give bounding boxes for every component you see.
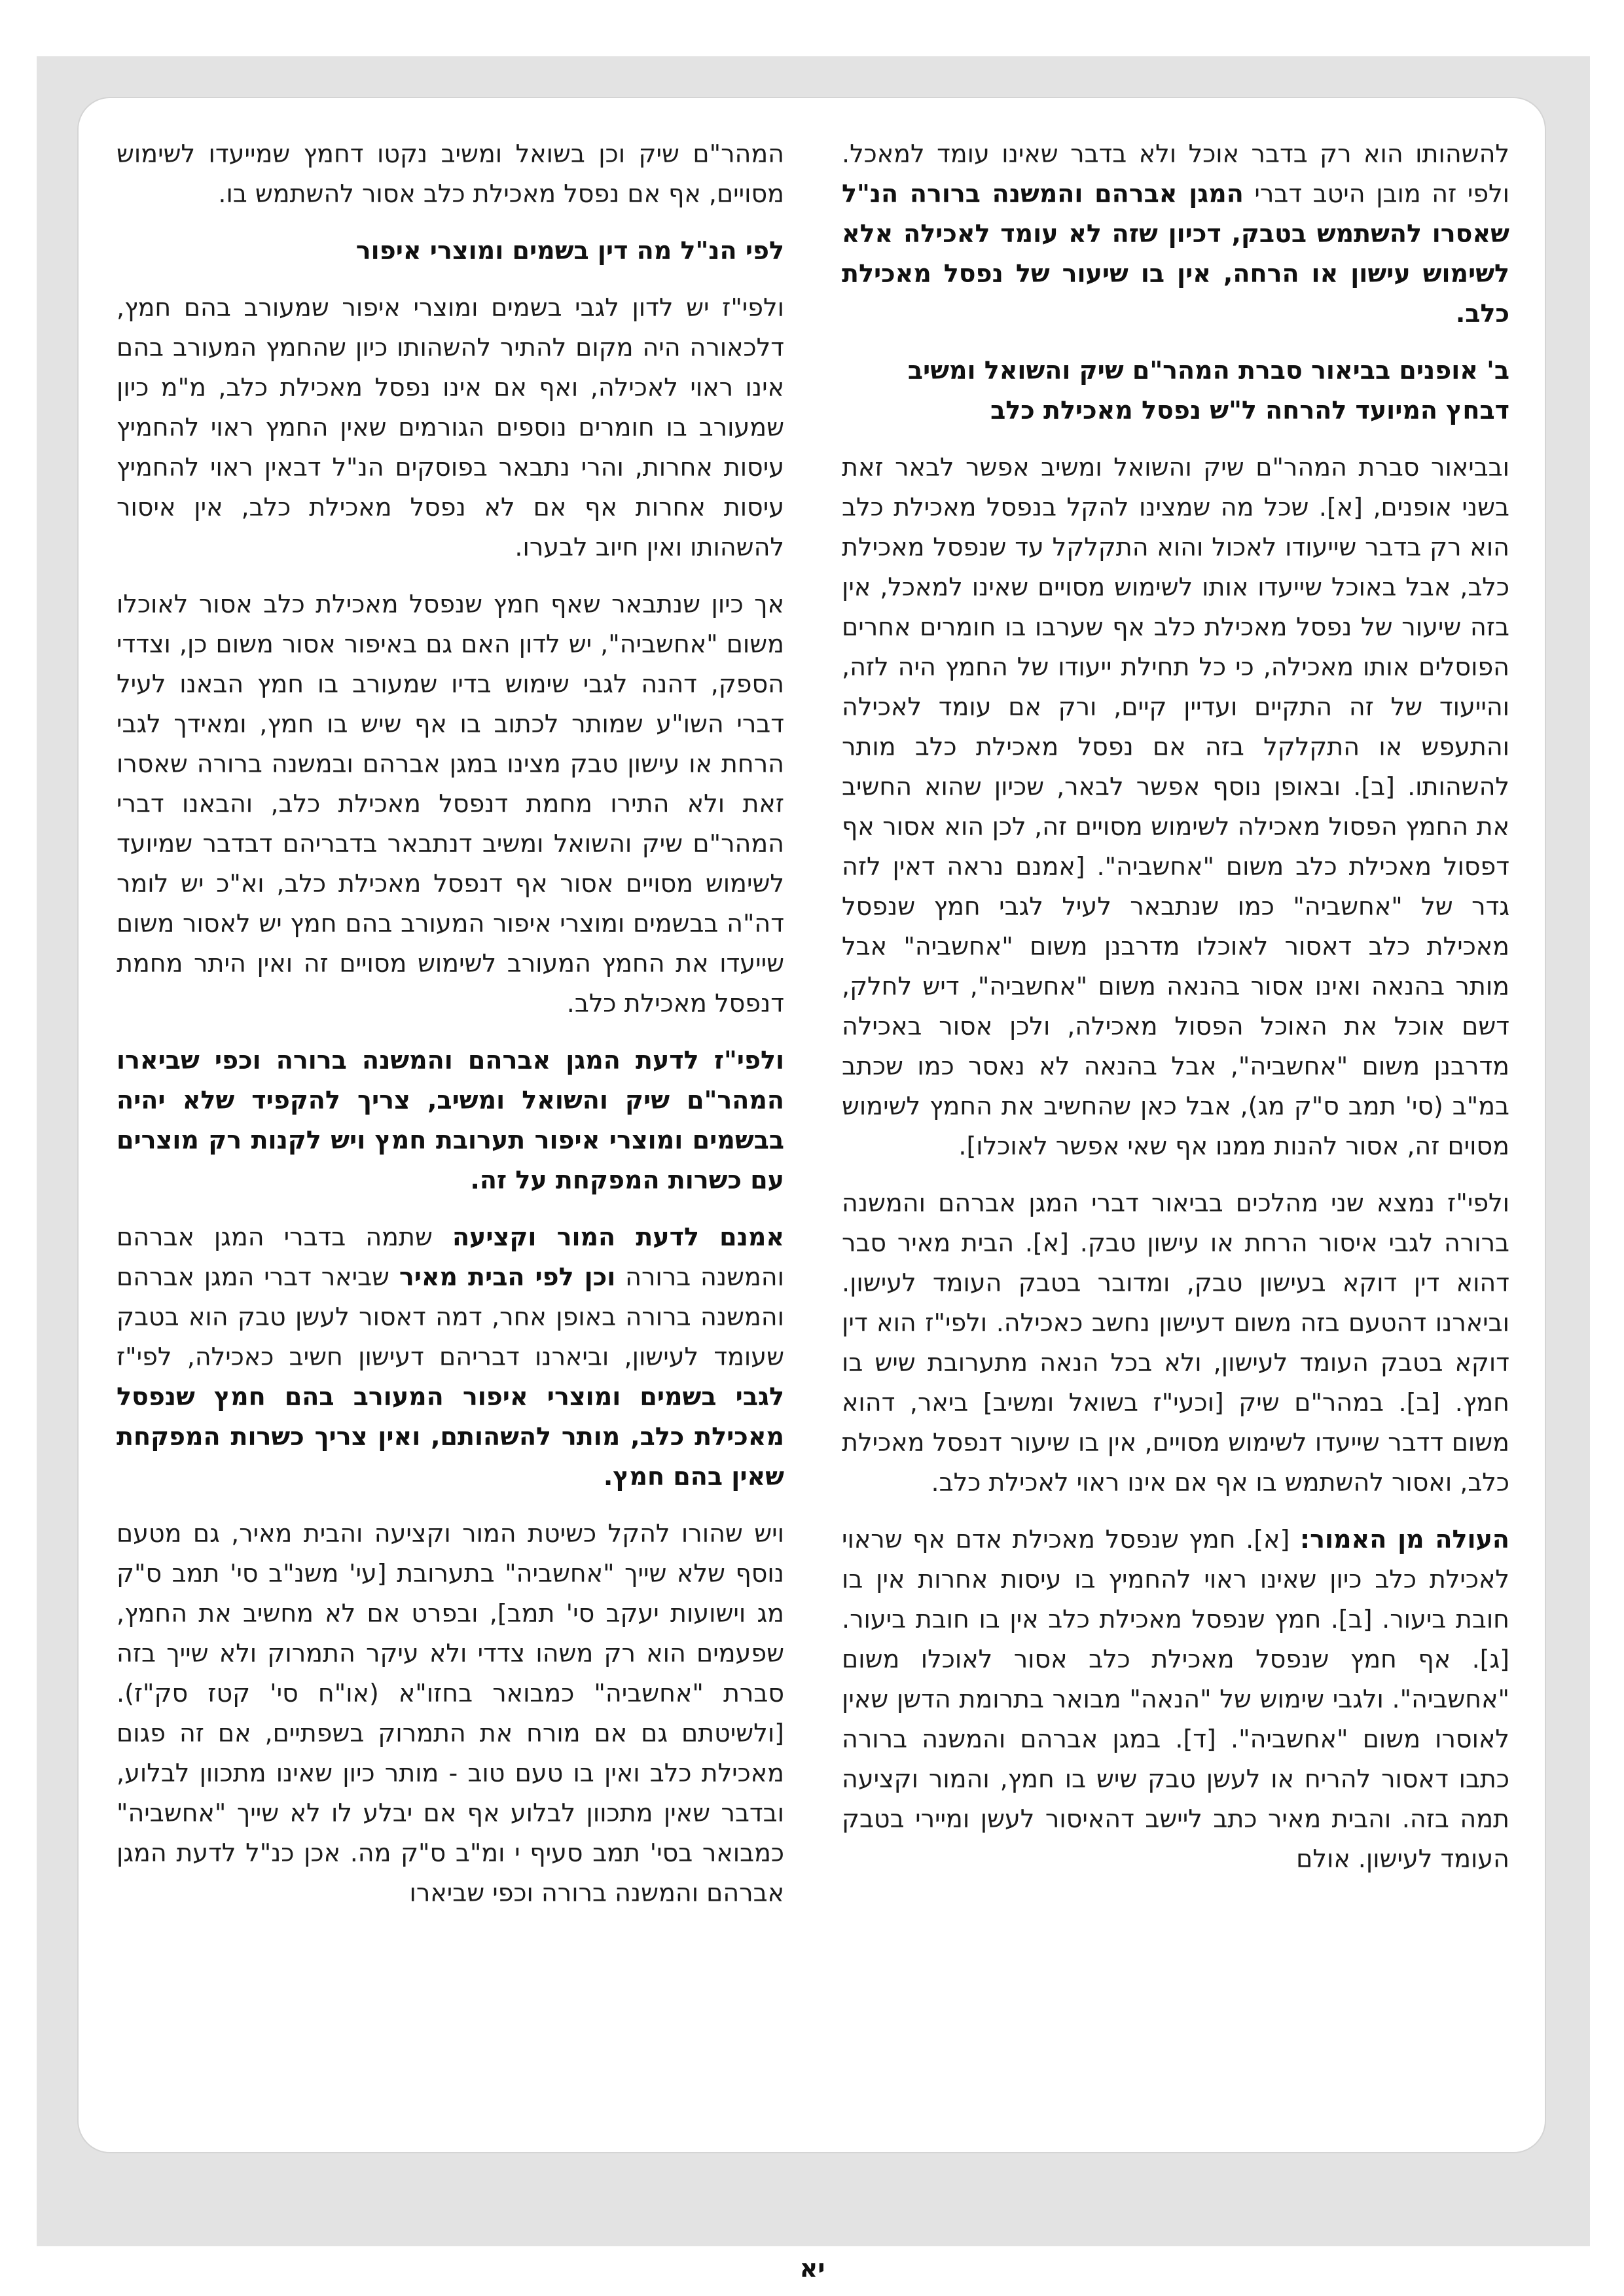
paragraph: להשהותו הוא רק בדבר אוכל ולא בדבר שאינו עומד למאכל. ולפי זה מובן היטב דברי המגן אברהם והמשנה ברורה הנ"ל שאסרו להשתמש בטבק, דכיון שזה לא עומד לאכילה אלא לשימוש עישון או הרחה, אין בו שיעור של נפסל מאכילת כלב. — [842, 139, 1509, 328]
paragraph: ולפי"ז נמצא שני מהלכים בביאור דברי המגן אברהם והמשנה ברורה לגבי איסור הרחת או עישון טבק. [א]. הבית מאיר סבר דהוא דין דוקא בעישון טבק, ומדובר בטבק העומד לעישון. וביארנו דהטעם בזה משום דעישון נחשב כאכילה. ולפי"ז הוא דין דוקא בטבק העומד לעישון, ולא בכל הנאה מתערובת שיש בו חמץ. [ב]. במהר"ם שיק [וכעי"ז בשואל ומשיב] ביאר, דהוא משום דדבר שייעדו לשימוש מסויים, אין בו שיעור דנפסל מאכילת כלב, ואסור להשתמש בו אף אם אינו ראוי לאכילת כלב. — [842, 1189, 1509, 1497]
page-number: יא — [799, 2254, 825, 2283]
right-column — [842, 134, 1509, 2124]
paragraph: ולפי"ז יש לדון לגבי בשמים ומוצרי איפור שמעורב בהם חמץ, דלכאורה היה מקום להתיר להשהותו כיון שהחמץ המעורב בהם אינו ראוי לאכילה, ואף אם אינו נפסל מאכילת כלב, מ"מ כיון שמעורב בו חומרים נוספים הגורמים שאין החמץ ראוי להחמיץ עיסות אחרות, והרי נתבאר בפוסקים הנ"ל דבאין ראוי להחמיץ עיסות אחרות אף אם לא נפסל מאכילת כלב, אין איסור להשהותו ואין חיוב לבערו. — [117, 293, 784, 562]
section-heading: לפי הנ"ל מה דין בשמים ומוצרי איפור — [355, 236, 784, 265]
paragraph: ובביאור סברת המהר"ם שיק והשואל ומשיב אפשר לבאר זאת בשני אופנים, [א]. שכל מה שמצינו להקל בנפסל מאכילת כלב הוא רק בדבר שייעודו לאכול והוא התקלקל עד שנפסל מאכילת כלב, אבל באוכל שייעדו אותו לשימוש מסויים שאינו למאכל, אין בזה שיעור של נפסל מאכילת כלב אף שערבו בו חומרים אחרים הפוסלים אותו מאכילה, כי כל תחילת ייעודו של החמץ היה לזה, והייעוד של זה התקיים ועדיין קיים, ורק אם עומד לאכילה והתעפש או התקלקל בזה אם נפסל מאכילת כלב מותר להשהותו. [ב]. ובאופן נוסף אפשר לבאר, שכיון שהוא החשיב את החמץ הפסול מאכילה לשימוש מסויים זה, לכן הוא אסור אף דפסול מאכילת כלב משום "אחשביה". [אמנם נראה דאין לזה גדר של "אחשביה" כמו שנתבאר לעיל לגבי חמץ שנפסל מאכילת כלב דאסור לאוכלו מדרבנן משום "אחשביה" אבל מותר בהנאה ואינו אסור בהנאה משום "אחשביה", דיש לחלק, דשם אוכל את האוכל הפסול מאכילה, ולכן אסור באכילה מדרבנן משום "אחשביה", אבל בהנאה לא נאסר כמו שכתב במ"ב (סי' תמב ס"ק מג), אבל כאן שהחשיב את החמץ לשימוש מסוים זה, אסור להנות ממנו אף שאי אפשר לאוכלו]. — [842, 453, 1509, 1160]
paragraph: ויש שהורו להקל כשיטת המור וקציעה והבית מאיר, גם מטעם נוסף שלא שייך "אחשביה" בתערובת [עי' משנ"ב סי' תמב ס"ק מג וישועות יעקב סי' תמב], ובפרט אם לא מחשיב את החמץ, שפעמים הוא רק משהו צדדי ולא עיקר התמרוק ולא שייך בזה סברת "אחשביה" כמבואר בחזו"א (או"ח סי' קטז סק"ז). [ולשיטתם גם אם מורח את התמרוק בשפתיים, אם זה פגום מאכילת כלב ואין בו טעם טוב - מותר כיון שאינו מתכוון לבלוע, ובדבר שאין מתכוון לבלוע אף אם יבלע לו לא שייך "אחשביה" כמבואר בסי' תמב סעיף י ומ"ב ס"ק מה. אכן כנ"ל לדעת המגן אברהם והמשנה ברורה וכפי שביארו — [117, 1519, 784, 1907]
paragraph-bold: ולפי"ז לדעת המגן אברהם והמשנה ברורה וכפי שביארו המהר"ם שיק והשואל ומשיב, צריך להקפיד שלא יהיה בבשמים ומוצרי איפור תערובת חמץ ויש לקנות רק מוצרים עם כשרות המפקחת על זה. — [117, 1046, 784, 1194]
paragraph: המהר"ם שיק וכן בשואל ומשיב נקטו דחמץ שמייעדו לשימוש מסויים, אף אם נפסל מאכילת כלב אסור להשתמש בו. — [117, 139, 784, 208]
section-heading: ב' אופנים בביאור סברת המהר"ם שיק והשואל ומשיב דבחץ המיועד להרחה ל"ש נפסל מאכילת כלב — [907, 356, 1509, 425]
paragraph: אך כיון שנתבאר שאף חמץ שנפסל מאכילת כלב אסור לאוכלו משום "אחשביה", יש לדון האם גם באיפור אסור משום כן, וצדדי הספק, דהנה לגבי שימוש בדיו שמעורב בו חמץ הבאנו לעיל דברי השו"ע שמותר לכתוב בו אף שיש בו חמץ, ומאידך לגבי הרחת או עישון טבק מצינו במגן אברהם ובמשנה ברורה שאסרו זאת ולא התירו מחמת דנפסל מאכילת כלב, והבאנו דברי המהר"ם שיק והשואל ומשיב דנתבאר בדבריהם דבדבר שמיועד לשימוש מסויים אסור אף דנפסל מאכילת כלב, וא"כ יש לומר דה"ה בבשמים ומוצרי איפור המעורב בהם חמץ יש לאסור משום שייעדו את החמץ המעורב לשימוש מסויים זה ואין היתר מחמת דנפסל מאכילת כלב. — [117, 590, 784, 1018]
left-column — [117, 134, 784, 2124]
paragraph: העולה מן האמור: [א]. חמץ שנפסל מאכילת אדם אף שראוי לאכילת כלב כיון שאינו ראוי להחמיץ בו עיסות אחרות אין בו חובת ביעור. [ב]. חמץ שנפסל מאכילת כלב אין בו חובת ביעור. [ג]. אף חמץ שנפסל מאכילת כלב אסור לאוכלו משום "אחשביה". ולגבי שימוש של "הנאה" מבואר בתרומת הדשן שאין לאוסרו משום "אחשביה". [ד]. במגן אברהם והמשנה ברורה כתבו דאסור להריח או לעשן טבק שיש בו חמץ, והמור וקציעה תמה בזה. והבית מאיר כתב ליישב דהאיסור לעשן ומיירי בטבק העומד לעישון. אולם — [842, 1525, 1509, 1873]
paragraph: אמנם לדעת המור וקציעה שתמה בדברי המגן אברהם והמשנה ברורה וכן לפי הבית מאיר שביאר דברי המגן אברהם והמשנה ברורה באופן אחר, דמה דאסור לעשן טבק הוא בטבק שעומד לעישון, וביארנו דבריהם דעישון חשיב כאכילה, לפי"ז לגבי בשמים ומוצרי איפור המעורב בהם חמץ שנפסל מאכילת כלב, מותר להשהותם, ואין צריך כשרות המפקחת שאין בהם חמץ. — [117, 1223, 784, 1491]
